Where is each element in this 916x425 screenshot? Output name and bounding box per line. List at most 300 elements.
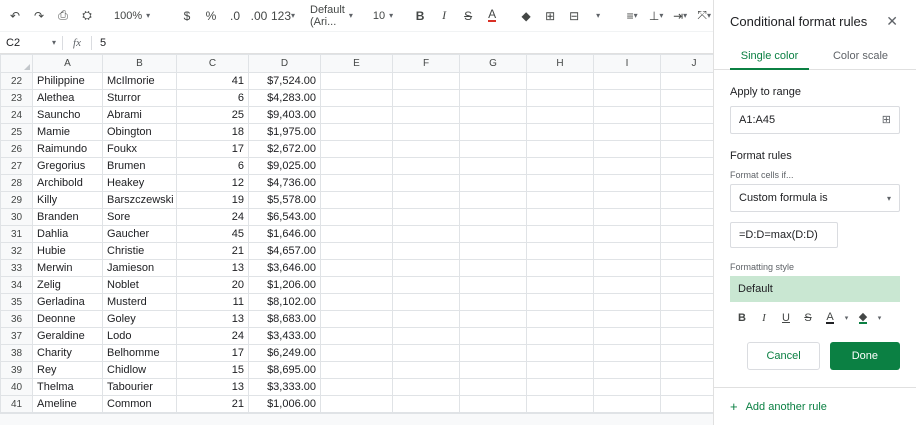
grid-cell[interactable] bbox=[661, 413, 714, 414]
grid-cell[interactable] bbox=[321, 158, 393, 175]
row-header[interactable]: 36 bbox=[1, 311, 33, 328]
grid-cell[interactable]: 18 bbox=[177, 124, 249, 141]
row-header[interactable]: 26 bbox=[1, 141, 33, 158]
text-color-button[interactable] bbox=[481, 4, 503, 28]
grid-cell[interactable]: 41 bbox=[177, 73, 249, 90]
grid-cell[interactable]: 12 bbox=[177, 175, 249, 192]
grid-cell[interactable]: Charity bbox=[33, 345, 103, 362]
grid-cell[interactable] bbox=[527, 90, 594, 107]
grid-cell[interactable] bbox=[594, 73, 661, 90]
grid-cell[interactable] bbox=[527, 158, 594, 175]
row-header[interactable]: 23 bbox=[1, 90, 33, 107]
grid-cell[interactable] bbox=[661, 209, 714, 226]
row-header[interactable]: 31 bbox=[1, 226, 33, 243]
grid-cell[interactable]: Common bbox=[103, 396, 177, 413]
table-row[interactable] bbox=[1, 107, 714, 124]
column-header-a[interactable]: A bbox=[33, 55, 103, 73]
grid-cell[interactable] bbox=[393, 413, 460, 414]
table-row[interactable] bbox=[1, 124, 714, 141]
grid-cell[interactable]: 21 bbox=[177, 396, 249, 413]
grid-cell[interactable]: Foukx bbox=[103, 141, 177, 158]
name-box[interactable] bbox=[0, 32, 62, 54]
column-header-g[interactable]: G bbox=[460, 55, 527, 73]
table-row[interactable] bbox=[1, 260, 714, 277]
grid-cell[interactable] bbox=[393, 362, 460, 379]
grid-cell[interactable]: 25 bbox=[177, 107, 249, 124]
grid-cell[interactable] bbox=[393, 175, 460, 192]
grid-cell[interactable]: 15 bbox=[177, 362, 249, 379]
grid-cell[interactable]: Rey bbox=[33, 362, 103, 379]
grid-cell[interactable] bbox=[594, 362, 661, 379]
grid-cell[interactable]: $1,006.00 bbox=[249, 396, 321, 413]
grid-cell[interactable] bbox=[321, 175, 393, 192]
row-header[interactable]: 39 bbox=[1, 362, 33, 379]
table-row[interactable] bbox=[1, 311, 714, 328]
zoom-selector[interactable] bbox=[110, 5, 164, 27]
grid-cell[interactable] bbox=[103, 413, 177, 414]
italic-button[interactable]: I bbox=[442, 8, 447, 22]
grid-cell[interactable] bbox=[321, 90, 393, 107]
grid-cell[interactable] bbox=[177, 413, 249, 414]
grid-cell[interactable]: Gaucher bbox=[103, 226, 177, 243]
grid-cell[interactable] bbox=[393, 396, 460, 413]
table-row[interactable] bbox=[1, 396, 714, 413]
grid-cell[interactable]: Branden bbox=[33, 209, 103, 226]
grid-cell[interactable]: Barszczewski bbox=[103, 192, 177, 209]
grid-cell[interactable] bbox=[393, 328, 460, 345]
grid-cell[interactable]: $5,578.00 bbox=[249, 192, 321, 209]
grid-cell[interactable] bbox=[321, 226, 393, 243]
grid-cell[interactable] bbox=[321, 294, 393, 311]
grid-cell[interactable] bbox=[594, 175, 661, 192]
grid-cell[interactable] bbox=[321, 209, 393, 226]
grid-cell[interactable]: $8,695.00 bbox=[249, 362, 321, 379]
grid-cell[interactable] bbox=[661, 107, 714, 124]
grid-cell[interactable] bbox=[460, 413, 527, 414]
grid-cell[interactable]: McIlmorie bbox=[103, 73, 177, 90]
column-header-j[interactable]: J bbox=[661, 55, 714, 73]
grid-cell[interactable] bbox=[661, 362, 714, 379]
grid-cell[interactable]: Abrami bbox=[103, 107, 177, 124]
text-color-button[interactable] bbox=[820, 308, 840, 328]
grid-cell[interactable]: $1,206.00 bbox=[249, 277, 321, 294]
grid-cell[interactable]: Mamie bbox=[33, 124, 103, 141]
grid-cell[interactable] bbox=[393, 294, 460, 311]
grid-cell[interactable] bbox=[661, 396, 714, 413]
grid-cell[interactable] bbox=[527, 277, 594, 294]
grid-cell[interactable]: Christie bbox=[103, 243, 177, 260]
grid-cell[interactable] bbox=[527, 345, 594, 362]
grid-cell[interactable] bbox=[527, 124, 594, 141]
grid-cell[interactable] bbox=[594, 124, 661, 141]
grid-cell[interactable]: Heakey bbox=[103, 175, 177, 192]
grid-cell[interactable] bbox=[321, 379, 393, 396]
grid-cell[interactable] bbox=[594, 90, 661, 107]
grid-cell[interactable] bbox=[594, 396, 661, 413]
grid-cell[interactable] bbox=[594, 345, 661, 362]
merge-caret-icon[interactable]: ▾ bbox=[596, 11, 601, 20]
grid-cell[interactable] bbox=[460, 107, 527, 124]
grid-cell[interactable] bbox=[594, 243, 661, 260]
table-row[interactable] bbox=[1, 243, 714, 260]
grid-cell[interactable] bbox=[527, 379, 594, 396]
tab-single-color[interactable]: Single color bbox=[724, 42, 815, 69]
grid-cell[interactable]: Gregorius bbox=[33, 158, 103, 175]
grid-cell[interactable] bbox=[393, 141, 460, 158]
grid-cell[interactable]: Dahlia bbox=[33, 226, 103, 243]
done-button[interactable]: Done bbox=[830, 342, 900, 370]
grid-cell[interactable] bbox=[594, 328, 661, 345]
grid-cell[interactable] bbox=[460, 158, 527, 175]
grid-cell[interactable]: $1,646.00 bbox=[249, 226, 321, 243]
grid-cell[interactable]: 24 bbox=[177, 328, 249, 345]
grid-cell[interactable] bbox=[527, 73, 594, 90]
grid-cell[interactable]: Obington bbox=[103, 124, 177, 141]
grid-cell[interactable]: 11 bbox=[177, 294, 249, 311]
grid-cell[interactable] bbox=[321, 243, 393, 260]
grid-cell[interactable]: 17 bbox=[177, 141, 249, 158]
grid-cell[interactable] bbox=[393, 158, 460, 175]
more-formats-button[interactable]: 123 ▾ bbox=[270, 8, 296, 23]
grid-cell[interactable] bbox=[661, 277, 714, 294]
grid-cell[interactable] bbox=[460, 311, 527, 328]
add-another-rule-button[interactable] bbox=[730, 400, 827, 413]
grid-cell[interactable] bbox=[460, 328, 527, 345]
tab-color-scale[interactable]: Color scale bbox=[832, 50, 889, 62]
grid-cell[interactable]: Killy bbox=[33, 192, 103, 209]
grid-cell[interactable] bbox=[460, 396, 527, 413]
grid-cell[interactable] bbox=[661, 328, 714, 345]
row-header[interactable]: 25 bbox=[1, 124, 33, 141]
grid-cell[interactable]: Gerladina bbox=[33, 294, 103, 311]
row-header[interactable]: 30 bbox=[1, 209, 33, 226]
grid-cell[interactable]: Thelma bbox=[33, 379, 103, 396]
grid-cell[interactable] bbox=[661, 141, 714, 158]
grid-cell[interactable] bbox=[661, 226, 714, 243]
grid-cell[interactable] bbox=[321, 396, 393, 413]
redo-icon[interactable]: ↷ bbox=[33, 8, 45, 23]
table-row[interactable] bbox=[1, 294, 714, 311]
italic-button[interactable]: I bbox=[762, 312, 766, 324]
range-input[interactable] bbox=[730, 106, 900, 134]
row-header[interactable]: 34 bbox=[1, 277, 33, 294]
bold-button[interactable]: B bbox=[738, 312, 746, 324]
bold-button[interactable]: B bbox=[415, 8, 425, 23]
grid-cell[interactable]: 24 bbox=[177, 209, 249, 226]
grid-cell[interactable] bbox=[527, 362, 594, 379]
grid-cell[interactable] bbox=[321, 260, 393, 277]
grid-cell[interactable]: Alethea bbox=[33, 90, 103, 107]
grid-cell[interactable] bbox=[527, 260, 594, 277]
range-picker-icon[interactable]: ⊞ bbox=[881, 113, 891, 126]
grid-cell[interactable] bbox=[527, 175, 594, 192]
grid-cell[interactable]: 19 bbox=[177, 192, 249, 209]
grid-cell[interactable] bbox=[321, 73, 393, 90]
grid-cell[interactable]: 21 bbox=[177, 243, 249, 260]
grid-cell[interactable]: $2,672.00 bbox=[249, 141, 321, 158]
grid-cell[interactable] bbox=[594, 141, 661, 158]
grid-cell[interactable] bbox=[594, 294, 661, 311]
column-header-h[interactable]: H bbox=[527, 55, 594, 73]
grid-cell[interactable] bbox=[460, 260, 527, 277]
row-header[interactable] bbox=[1, 413, 33, 414]
table-row[interactable] bbox=[1, 328, 714, 345]
grid-cell[interactable]: Musterd bbox=[103, 294, 177, 311]
grid-cell[interactable] bbox=[393, 124, 460, 141]
grid-cell[interactable] bbox=[661, 260, 714, 277]
percent-format-button[interactable]: % bbox=[205, 8, 217, 23]
table-row[interactable] bbox=[1, 73, 714, 90]
table-row[interactable] bbox=[1, 277, 714, 294]
increase-decimal-button[interactable]: .00 bbox=[250, 8, 268, 23]
grid-cell[interactable] bbox=[321, 413, 393, 414]
table-row[interactable] bbox=[1, 209, 714, 226]
condition-select[interactable] bbox=[730, 184, 900, 212]
grid-cell[interactable] bbox=[661, 175, 714, 192]
grid-cell[interactable] bbox=[460, 73, 527, 90]
grid-cell[interactable] bbox=[393, 311, 460, 328]
grid-cell[interactable] bbox=[661, 158, 714, 175]
grid-cell[interactable]: Geraldine bbox=[33, 328, 103, 345]
grid-cell[interactable] bbox=[321, 277, 393, 294]
grid-cell[interactable]: Sturror bbox=[103, 90, 177, 107]
grid-cell[interactable] bbox=[527, 396, 594, 413]
horizontal-align-icon[interactable]: ≡ ▾ bbox=[626, 8, 638, 23]
grid-cell[interactable]: 6 bbox=[177, 90, 249, 107]
grid-cell[interactable]: $9,403.00 bbox=[249, 107, 321, 124]
grid-cell[interactable] bbox=[661, 73, 714, 90]
grid-cell[interactable] bbox=[661, 124, 714, 141]
grid-cell[interactable] bbox=[527, 141, 594, 158]
grid-cell[interactable]: Sauncho bbox=[33, 107, 103, 124]
grid-cell[interactable]: Chidlow bbox=[103, 362, 177, 379]
grid-cell[interactable] bbox=[460, 209, 527, 226]
grid-cell[interactable]: $1,975.00 bbox=[249, 124, 321, 141]
column-header-c[interactable]: C bbox=[177, 55, 249, 73]
grid-cell[interactable]: $8,683.00 bbox=[249, 311, 321, 328]
grid-cell[interactable]: Zelig bbox=[33, 277, 103, 294]
grid-cell[interactable] bbox=[393, 243, 460, 260]
grid-cell[interactable]: $3,333.00 bbox=[249, 379, 321, 396]
grid-cell[interactable]: Sore bbox=[103, 209, 177, 226]
grid-cell[interactable]: 20 bbox=[177, 277, 249, 294]
grid-cell[interactable]: 45 bbox=[177, 226, 249, 243]
column-header-e[interactable]: E bbox=[321, 55, 393, 73]
grid-cell[interactable]: $9,025.00 bbox=[249, 158, 321, 175]
row-header[interactable]: 40 bbox=[1, 379, 33, 396]
grid-cell[interactable] bbox=[249, 413, 321, 414]
grid-cell[interactable] bbox=[661, 379, 714, 396]
grid-cell[interactable] bbox=[527, 413, 594, 414]
strikethrough-button[interactable]: S bbox=[464, 8, 473, 23]
print-icon[interactable]: ⎙ bbox=[58, 8, 68, 22]
grid-cell[interactable]: Tabourier bbox=[103, 379, 177, 396]
grid-cell[interactable]: 13 bbox=[177, 311, 249, 328]
row-header[interactable]: 35 bbox=[1, 294, 33, 311]
grid-cell[interactable] bbox=[594, 311, 661, 328]
table-row[interactable] bbox=[1, 175, 714, 192]
grid-cell[interactable] bbox=[321, 362, 393, 379]
grid-cell[interactable] bbox=[594, 379, 661, 396]
row-header[interactable]: 27 bbox=[1, 158, 33, 175]
grid-cell[interactable]: Raimundo bbox=[33, 141, 103, 158]
grid-cell[interactable] bbox=[321, 311, 393, 328]
row-header[interactable]: 24 bbox=[1, 107, 33, 124]
grid-cell[interactable] bbox=[33, 413, 103, 414]
vertical-align-icon[interactable]: ⊥ ▾ bbox=[648, 8, 664, 23]
table-row[interactable] bbox=[1, 158, 714, 175]
grid-cell[interactable] bbox=[661, 311, 714, 328]
grid-cell[interactable] bbox=[321, 192, 393, 209]
select-all-corner[interactable] bbox=[1, 55, 33, 73]
grid-cell[interactable] bbox=[393, 226, 460, 243]
strikethrough-button[interactable]: S bbox=[804, 312, 812, 324]
grid-cell[interactable]: $6,543.00 bbox=[249, 209, 321, 226]
grid-cell[interactable]: $3,646.00 bbox=[249, 260, 321, 277]
grid-cell[interactable] bbox=[393, 345, 460, 362]
row-header[interactable]: 32 bbox=[1, 243, 33, 260]
cancel-button[interactable]: Cancel bbox=[747, 342, 819, 370]
grid-cell[interactable]: Merwin bbox=[33, 260, 103, 277]
grid-cell[interactable]: 13 bbox=[177, 379, 249, 396]
grid-cell[interactable] bbox=[460, 141, 527, 158]
font-selector[interactable] bbox=[306, 5, 357, 27]
grid-cell[interactable] bbox=[460, 294, 527, 311]
row-header[interactable]: 37 bbox=[1, 328, 33, 345]
fill-color-caret-icon[interactable]: ▾ bbox=[877, 315, 882, 322]
grid-cell[interactable] bbox=[321, 345, 393, 362]
grid-cell[interactable] bbox=[661, 90, 714, 107]
row-header[interactable]: 38 bbox=[1, 345, 33, 362]
grid-cell[interactable] bbox=[393, 209, 460, 226]
currency-format-button[interactable]: $ bbox=[183, 8, 191, 23]
close-icon[interactable]: ✕ bbox=[886, 13, 898, 29]
grid-cell[interactable] bbox=[661, 192, 714, 209]
grid-container[interactable] bbox=[0, 54, 713, 413]
grid-cell[interactable]: Jamieson bbox=[103, 260, 177, 277]
grid-cell[interactable] bbox=[594, 277, 661, 294]
table-row[interactable] bbox=[1, 141, 714, 158]
grid-cell[interactable]: Lodo bbox=[103, 328, 177, 345]
grid-cell[interactable] bbox=[661, 345, 714, 362]
grid-cell[interactable] bbox=[393, 192, 460, 209]
grid-cell[interactable] bbox=[594, 226, 661, 243]
decrease-decimal-button[interactable]: .0 bbox=[229, 8, 240, 23]
column-header-b[interactable]: B bbox=[103, 55, 177, 73]
grid-cell[interactable] bbox=[460, 90, 527, 107]
grid-cell[interactable] bbox=[527, 209, 594, 226]
row-header[interactable]: 29 bbox=[1, 192, 33, 209]
text-wrap-icon[interactable]: ⇥ ▾ bbox=[673, 8, 688, 23]
grid-cell[interactable] bbox=[594, 209, 661, 226]
table-row[interactable] bbox=[1, 362, 714, 379]
grid-cell[interactable] bbox=[460, 124, 527, 141]
grid-cell[interactable] bbox=[393, 277, 460, 294]
grid-cell[interactable] bbox=[321, 328, 393, 345]
grid-cell[interactable] bbox=[321, 107, 393, 124]
grid-cell[interactable] bbox=[594, 413, 661, 414]
grid-cell[interactable] bbox=[460, 175, 527, 192]
grid-cell[interactable] bbox=[393, 73, 460, 90]
table-row[interactable] bbox=[1, 90, 714, 107]
grid-cell[interactable]: Hubie bbox=[33, 243, 103, 260]
grid-cell[interactable] bbox=[527, 192, 594, 209]
grid-cell[interactable]: 6 bbox=[177, 158, 249, 175]
grid-cell[interactable]: Noblet bbox=[103, 277, 177, 294]
row-header[interactable]: 33 bbox=[1, 260, 33, 277]
grid-cell[interactable] bbox=[460, 226, 527, 243]
grid-cell[interactable]: Archibold bbox=[33, 175, 103, 192]
text-rotation-icon[interactable]: ⤧ ▾ bbox=[697, 8, 711, 22]
formula-input[interactable]: 5 bbox=[100, 36, 107, 49]
grid-cell[interactable] bbox=[393, 90, 460, 107]
grid-cell[interactable]: Philippine bbox=[33, 73, 103, 90]
grid-cell[interactable] bbox=[321, 141, 393, 158]
grid-cell[interactable]: Brumen bbox=[103, 158, 177, 175]
row-header[interactable]: 28 bbox=[1, 175, 33, 192]
table-row[interactable] bbox=[1, 379, 714, 396]
grid-cell[interactable] bbox=[527, 243, 594, 260]
merge-cells-icon[interactable]: ⊟ bbox=[569, 8, 580, 23]
fill-color-button[interactable] bbox=[853, 308, 873, 328]
grid-cell[interactable]: $4,657.00 bbox=[249, 243, 321, 260]
font-size-selector[interactable] bbox=[369, 5, 397, 27]
grid-cell[interactable] bbox=[460, 243, 527, 260]
text-color-caret-icon[interactable]: ▾ bbox=[844, 315, 849, 322]
grid-cell[interactable] bbox=[527, 294, 594, 311]
grid-cell[interactable]: Deonne bbox=[33, 311, 103, 328]
grid-cell[interactable] bbox=[460, 379, 527, 396]
paint-format-icon[interactable]: ⛭ bbox=[82, 8, 92, 22]
grid-cell[interactable] bbox=[393, 107, 460, 124]
grid-cell[interactable] bbox=[460, 192, 527, 209]
grid-cell[interactable]: $4,736.00 bbox=[249, 175, 321, 192]
grid-cell[interactable]: $3,433.00 bbox=[249, 328, 321, 345]
grid-cell[interactable]: $7,524.00 bbox=[249, 73, 321, 90]
grid-cell[interactable]: 17 bbox=[177, 345, 249, 362]
grid-cell[interactable] bbox=[594, 260, 661, 277]
grid-cell[interactable]: $6,249.00 bbox=[249, 345, 321, 362]
column-header-f[interactable]: F bbox=[393, 55, 460, 73]
grid-cell[interactable] bbox=[460, 277, 527, 294]
table-row[interactable] bbox=[1, 413, 714, 414]
grid-cell[interactable]: 13 bbox=[177, 260, 249, 277]
row-header[interactable]: 41 bbox=[1, 396, 33, 413]
grid-cell[interactable] bbox=[527, 226, 594, 243]
grid-cell[interactable] bbox=[661, 243, 714, 260]
grid-cell[interactable] bbox=[460, 345, 527, 362]
borders-icon[interactable]: ⊞ bbox=[545, 8, 556, 23]
grid-cell[interactable] bbox=[527, 107, 594, 124]
grid-cell[interactable]: Belhomme bbox=[103, 345, 177, 362]
grid-cell[interactable]: $8,102.00 bbox=[249, 294, 321, 311]
column-header-i[interactable]: I bbox=[594, 55, 661, 73]
undo-icon[interactable]: ↶ bbox=[9, 8, 21, 23]
table-row[interactable] bbox=[1, 192, 714, 209]
row-header[interactable]: 22 bbox=[1, 73, 33, 90]
table-row[interactable] bbox=[1, 226, 714, 243]
grid-cell[interactable]: Goley bbox=[103, 311, 177, 328]
grid-cell[interactable] bbox=[527, 328, 594, 345]
grid-cell[interactable] bbox=[527, 311, 594, 328]
underline-button[interactable]: U bbox=[782, 312, 790, 324]
grid-cell[interactable] bbox=[393, 260, 460, 277]
grid-cell[interactable] bbox=[594, 107, 661, 124]
grid-cell[interactable]: $4,283.00 bbox=[249, 90, 321, 107]
grid-cell[interactable] bbox=[321, 124, 393, 141]
column-header-d[interactable]: D bbox=[249, 55, 321, 73]
grid-cell[interactable] bbox=[594, 192, 661, 209]
